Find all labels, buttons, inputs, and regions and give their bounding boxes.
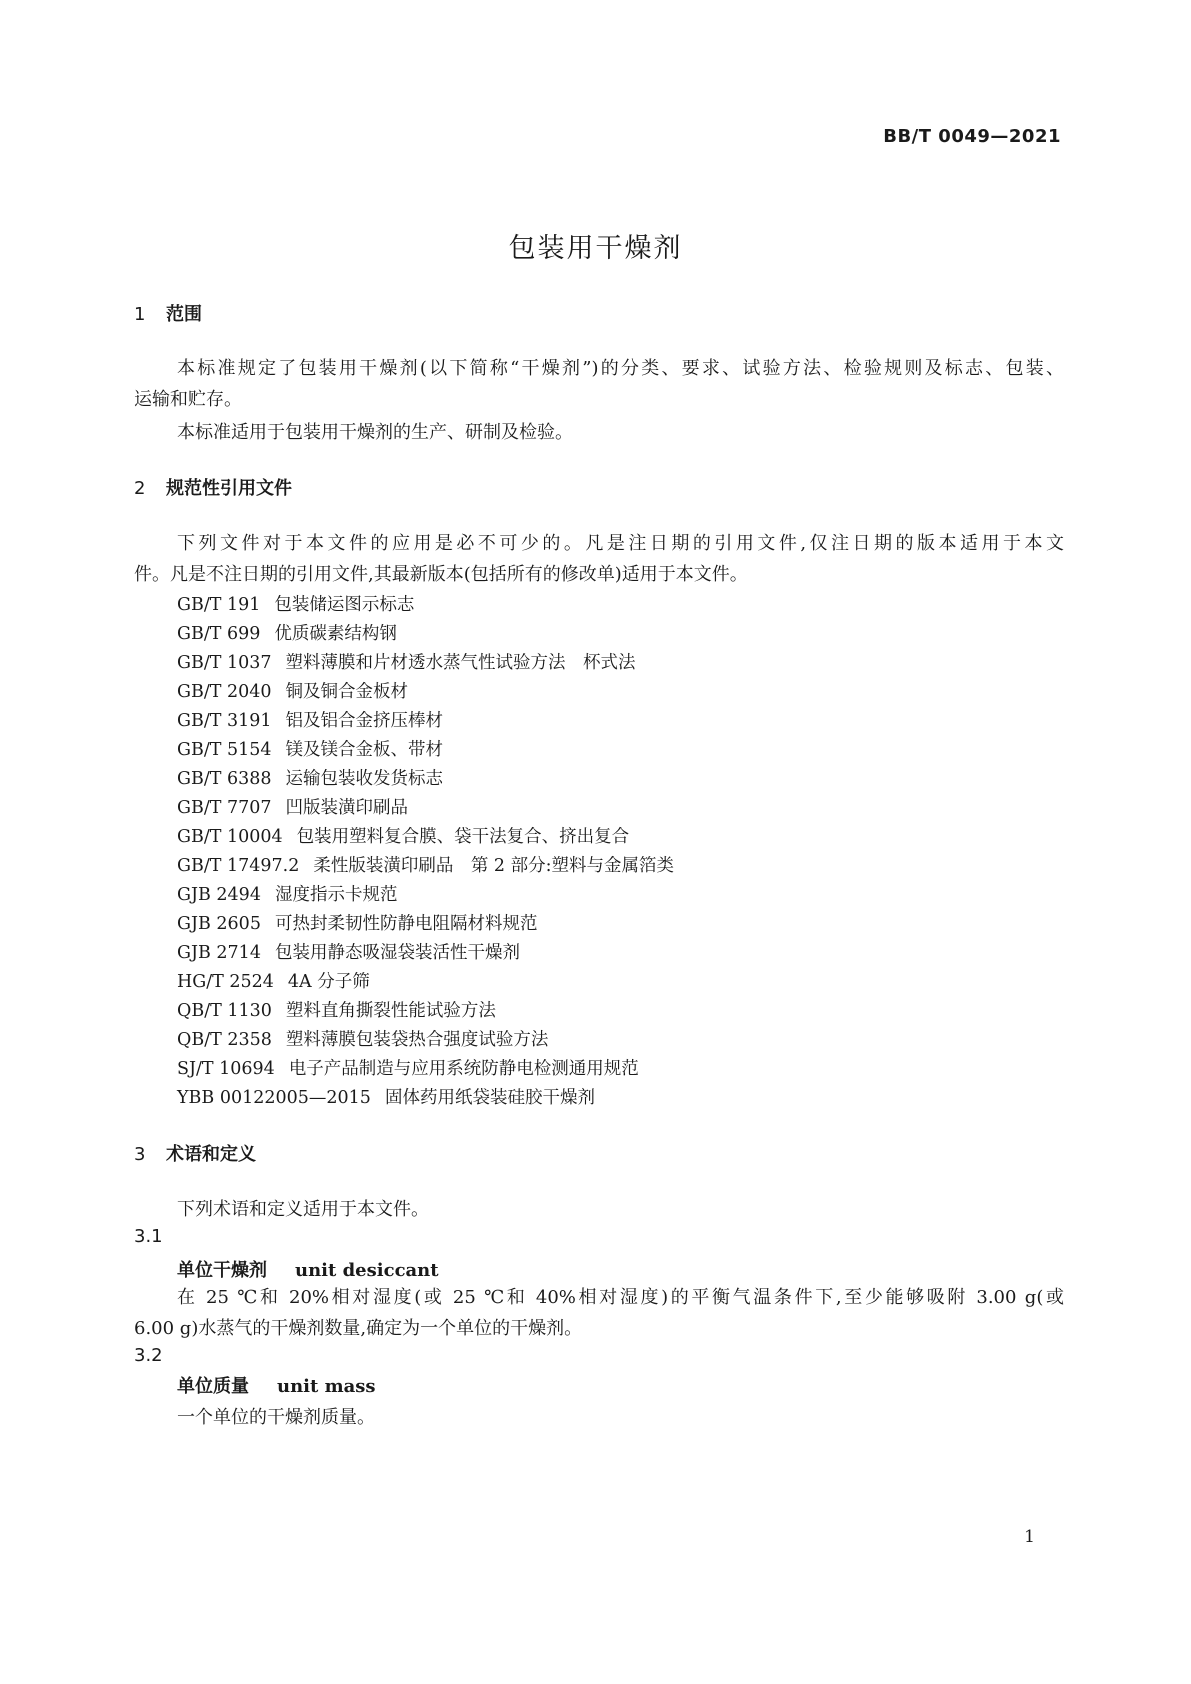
section-title: 规范性引用文件 [166,478,292,499]
section-3-heading [134,1140,256,1166]
paragraph-line: 下列文件对于本文件的应用是必不可少的。凡是注日期的引用文件,仅注日期的版本适用于本文 [177,533,1064,554]
section-number: 3 [134,1144,146,1165]
section-title: 术语和定义 [166,1144,256,1165]
term-heading [177,1256,439,1282]
reference-code: GB/T 7707 [177,798,272,818]
reference-item [177,794,408,819]
term-definition [134,1282,1064,1344]
reference-code: SJ/T 10694 [177,1059,275,1079]
reference-item [177,649,636,674]
section-1-heading [134,300,202,326]
reference-item [177,678,408,703]
section-2-heading [134,474,292,500]
reference-title: 运输包装收发货标志 [285,769,444,789]
reference-title: 优质碳素结构钢 [274,624,397,644]
term-chinese: 单位质量 [177,1376,249,1397]
reference-title: 可热封柔韧性防静电阻隔材料规范 [274,914,538,934]
reference-item [177,1055,639,1080]
reference-item [177,852,674,877]
reference-code: GB/T 699 [177,624,261,644]
scope-applicability: 本标准适用于包装用干燥剂的生产、研制及检验。 [177,422,573,443]
reference-title: 包装用静态吸湿袋装活性干燥剂 [274,943,520,963]
reference-code: GB/T 191 [177,595,261,615]
reference-code: GB/T 3191 [177,711,272,731]
reference-item [177,997,496,1022]
reference-item [177,736,443,761]
reference-item [177,910,537,935]
reference-item [177,939,520,964]
reference-item [177,1084,595,1109]
reference-title: 固体药用纸袋装硅胶干燥剂 [384,1088,595,1108]
reference-code: QB/T 1130 [177,1001,272,1021]
reference-code: GB/T 17497.2 [177,856,300,876]
reference-title: 湿度指示卡规范 [274,885,398,905]
terms-intro: 下列术语和定义适用于本文件。 [177,1199,429,1220]
reference-code: HG/T 2524 [177,972,274,992]
reference-title: 镁及镁合金板、带材 [285,740,444,760]
reference-code: GB/T 2040 [177,682,272,702]
section-title: 范围 [166,304,202,325]
term-chinese: 单位干燥剂 [177,1260,267,1281]
reference-item [177,707,443,732]
section-number: 1 [134,304,146,325]
reference-item [177,620,397,645]
reference-item [177,968,370,993]
reference-code: GB/T 5154 [177,740,272,760]
document-title: 包装用干燥剂 [508,233,683,264]
paragraph-line: 在 25 ℃和 20%相对湿度(或 25 ℃和 40%相对湿度)的平衡气温条件下,至少能够吸附 3.00 g(或 [177,1287,1064,1308]
reference-item [177,823,629,848]
reference-title: 4A 分子筛 [287,972,370,992]
reference-title: 电子产品制造与应用系统防静电检测通用规范 [288,1059,639,1079]
reference-title: 铝及铝合金挤压棒材 [285,711,444,731]
section-number: 2 [134,478,146,499]
term-english: unit mass [277,1376,376,1397]
reference-title: 包装储运图示标志 [274,595,415,615]
reference-code: GB/T 10004 [177,827,283,847]
page-number: 1 [1024,1527,1035,1547]
reference-code: YBB 00122005—2015 [177,1088,371,1108]
reference-title: 包装用塑料复合膜、袋干法复合、挤出复合 [296,827,630,847]
reference-code: GB/T 6388 [177,769,272,789]
term-number: 3.1 [134,1226,163,1247]
reference-code: GJB 2605 [177,914,261,934]
reference-item [177,1026,548,1051]
references-intro [134,528,1064,590]
term-definition: 一个单位的干燥剂质量。 [177,1407,375,1428]
reference-code: GB/T 1037 [177,653,272,673]
reference-code: GJB 2714 [177,943,261,963]
term-english: unit desiccant [295,1260,439,1281]
paragraph-line: 本标准规定了包装用干燥剂(以下简称“干燥剂”)的分类、要求、试验方法、检验规则及标志、包装、 [177,358,1064,379]
reference-title: 柔性版装潢印刷品 第 2 部分:塑料与金属箔类 [313,856,674,876]
reference-code: QB/T 2358 [177,1030,272,1050]
paragraph-line: 件。凡是不注日期的引用文件,其最新版本(包括所有的修改单)适用于本文件。 [134,564,748,585]
standard-code: BB/T 0049—2021 [883,126,1061,147]
term-number: 3.2 [134,1345,163,1366]
reference-item [177,765,443,790]
paragraph-line: 运输和贮存。 [134,389,242,410]
reference-title: 塑料直角撕裂性能试验方法 [285,1001,496,1021]
paragraph-line: 6.00 g)水蒸气的干燥剂数量,确定为一个单位的干燥剂。 [134,1318,583,1339]
scope-paragraph [134,353,1064,415]
term-heading [177,1372,376,1398]
reference-title: 塑料薄膜和片材透水蒸气性试验方法 杯式法 [285,653,636,673]
reference-title: 凹版装潢印刷品 [285,798,409,818]
reference-item [177,591,414,616]
reference-item [177,881,397,906]
reference-code: GJB 2494 [177,885,261,905]
reference-title: 铜及铜合金板材 [285,682,409,702]
reference-title: 塑料薄膜包装袋热合强度试验方法 [285,1030,549,1050]
